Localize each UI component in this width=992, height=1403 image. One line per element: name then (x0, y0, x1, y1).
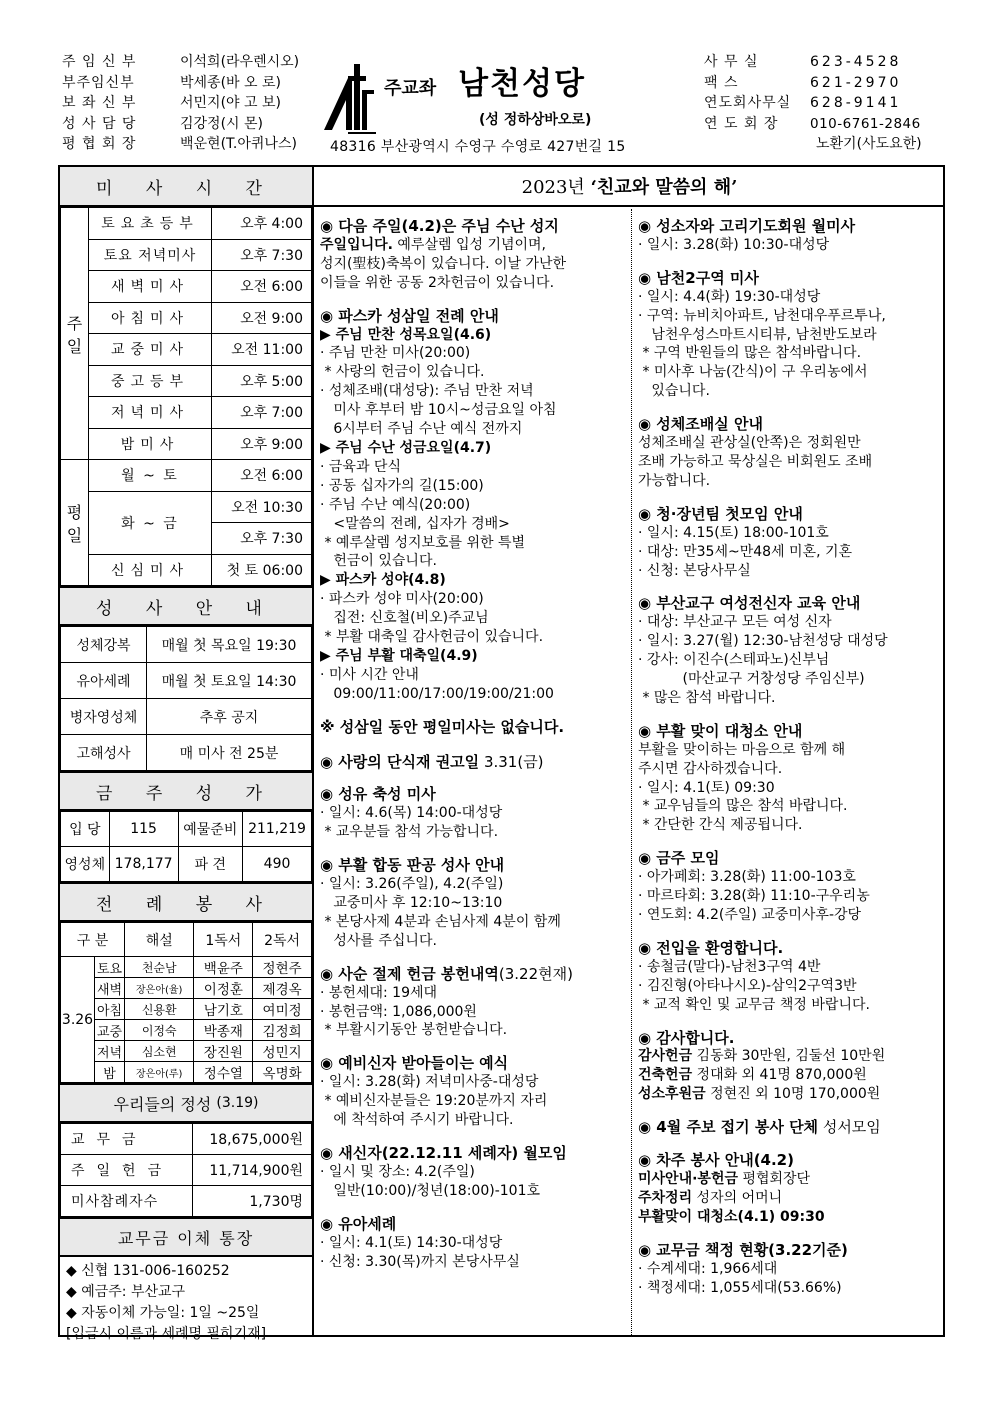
notice-title: ◉ 성소자와 고리기도회원 월미사 (638, 217, 856, 235)
offering-amount: 18,675,000원 (192, 1124, 311, 1155)
notice-line: * 미사후 나눔(간식)이 구 우리농에서 (638, 364, 868, 381)
bank-heading: 교무금 이체 통장 (60, 1217, 312, 1257)
bulletin-header (58, 50, 945, 158)
liturgy-commentator: 장은아(루) (125, 1062, 194, 1083)
sacrament-table (60, 626, 312, 771)
notice-title: ◉ 부활 맞이 대청소 안내 (638, 721, 803, 740)
notice-line: ▶ 파스카 성야(4.8) (320, 572, 446, 589)
notice-title: ◉ 남천2구역 미사 (638, 268, 759, 287)
offering-title: 우리들의 정성 (113, 1094, 212, 1114)
notice-line: ▶ 주님 만찬 성목요일(4.6) (320, 326, 492, 343)
mass-name: 화 ~ 금 (89, 491, 212, 554)
offering-amount: 11,714,900원 (192, 1155, 311, 1186)
notice-line: 성지(聖枝)축복이 있습니다. 이날 가난한 (320, 255, 567, 272)
notice-item (320, 217, 627, 293)
notice-title: ◉ 성유 축성 미사 (320, 785, 436, 804)
notice-line: · 강사: 이진수(스테파노)신부님 (638, 652, 830, 669)
liturgy-reader2: 김정희 (253, 1020, 312, 1041)
liturgy-mass: 토요 (95, 957, 125, 978)
mass-name: 토요 저녁미사 (89, 239, 212, 271)
notice-item (638, 1151, 941, 1227)
staff-role: 부주임신부 (62, 74, 135, 91)
liturgy-reader1: 박종재 (194, 1020, 253, 1041)
notice-line: 교중미사 후 12:10~13:10 (320, 895, 503, 911)
notice-item (638, 415, 941, 491)
mass-time: 오후 9:00 (212, 428, 312, 460)
notice-item (320, 307, 627, 704)
liturgy-reader2: 성민지 (253, 1041, 312, 1062)
notice-column-a (314, 209, 632, 1335)
notice-line: 감사헌금 김동화 30만원, 김둘선 10만원 (638, 1048, 886, 1065)
notice-line: · 일시: 3.26(주일), 4.2(주일) (320, 876, 504, 893)
notice-line: · 김진형(아타나시오)-삼익2구역3반 (638, 977, 857, 994)
offering-label: 미사참례자수 (61, 1186, 193, 1217)
hymn-label: 파 견 (178, 847, 242, 882)
notice-line: * 부활시기동안 봉헌받습니다. (320, 1022, 508, 1039)
clergy-list (62, 52, 322, 155)
mass-name: 저녁미사 (89, 397, 212, 429)
liturgy-header: 1독서 (194, 923, 253, 957)
church-name: 남천성당 (458, 66, 586, 102)
staff-name: 이석희(라우렌시오) (180, 54, 300, 70)
mass-time: 첫 토 06:00 (212, 554, 312, 586)
notice-item (638, 269, 941, 401)
notice-title: ◉ 새신자(22.12.11 세례자) 월모임 (320, 1143, 567, 1162)
notice-title: ◉ 부활 합동 판공 성사 안내 (320, 856, 505, 875)
liturgy-reader1: 이정훈 (194, 978, 253, 999)
offering-label: 주일헌금 (61, 1155, 193, 1186)
notice-line: · 공동 십자가의 길(15:00) (320, 477, 484, 494)
notice-line: · 일시: 4.4(화) 19:30-대성당 (638, 288, 821, 305)
notice-line: 미사안내·봉헌금 평협회장단 (638, 1170, 811, 1187)
notice-line: * 간단한 간식 제공됩니다. (638, 817, 803, 834)
notice-line: · 신청: 3.30(목)까지 본당사무실 (320, 1253, 520, 1270)
mass-time: 오전 6:00 (212, 271, 312, 303)
contact-person: 노환기(사도요한) (816, 136, 922, 153)
notice-line: * 예비신자분들은 19:20분까지 자리 (320, 1093, 548, 1110)
notice-item (638, 217, 941, 255)
mass-times-heading: 미 사 시 간 (60, 167, 312, 207)
notice-line: 남천우성스마트시티뷰, 남천반도보라 (638, 326, 877, 343)
sunday-label: 주일 (61, 208, 89, 460)
notice-line: 6시부터 주님 수난 예식 전까지 (320, 421, 523, 438)
notice-line: 성체조배실 관상실(안쪽)은 정회원만 (638, 435, 861, 452)
notice-line: 일반(10:00)/청년(18:00)-101호 (320, 1182, 540, 1199)
notice-line: 조배 가능하고 묵상실은 비회원도 조배 (638, 453, 873, 470)
liturgy-mass: 아침 (95, 999, 125, 1020)
liturgy-reader1: 백윤주 (194, 957, 253, 978)
bank-info (60, 1257, 312, 1349)
notice-item (638, 1118, 941, 1137)
notice-line: · 아가페회: 3.28(화) 11:00-103호 (638, 869, 856, 886)
bank-line: ◆ 예금주: 부산교구 (66, 1284, 186, 1300)
notice-title: ◉ 사랑의 단식재 권고일 3.31(금) (320, 752, 544, 771)
contact-label: 사 무 실 (704, 54, 759, 70)
hymn-label: 영성체 (61, 847, 110, 882)
notice-item (638, 1241, 941, 1298)
liturgy-table (60, 922, 312, 1083)
notice-line: · 일시: 3.28(화) 10:30-대성당 (638, 236, 830, 253)
church-logo-icon (318, 54, 378, 134)
contact-number: 628-9141 (810, 95, 902, 112)
notice-title: ◉ 부산교구 여성전신자 교육 안내 (638, 594, 861, 613)
notice-item (320, 1054, 627, 1130)
liturgy-commentator: 천순남 (125, 957, 194, 978)
staff-name: 박세종(바 오 로) (180, 74, 281, 91)
notice-line: ▶ 주님 부활 대축일(4.9) (320, 647, 478, 664)
sacrament-time: 매월 첫 목요일 19:30 (147, 627, 312, 663)
liturgy-commentator: 신용환 (125, 999, 194, 1020)
notice-line: 있습니다. (638, 383, 710, 400)
notice-line: 주일입니다. 예루살렘 입성 기념이며, (320, 236, 546, 253)
notice-title: ◉ 유아세례 (320, 1214, 397, 1233)
notice-column-b (632, 209, 945, 1335)
mass-name: 밤미사 (89, 428, 212, 460)
notice-item (320, 965, 627, 1041)
bank-line: [입금시 이름과 세례명 필히기재] (66, 1326, 267, 1342)
notice-line: · 주님 만찬 미사(20:00) (320, 345, 471, 362)
notice-item (320, 785, 627, 842)
notice-item (320, 753, 627, 772)
notice-line: 주차정리 성자의 어머니 (638, 1189, 783, 1206)
notice-line: * 사랑의 헌금이 있습니다. (320, 364, 485, 381)
staff-role: 보 좌 신 부 (62, 95, 137, 112)
notice-item (638, 849, 941, 925)
notice-title: ◉ 다음 주일(4.2)은 주님 수난 성지 (320, 217, 559, 235)
notice-title: ◉ 청·장년팀 첫모임 안내 (638, 504, 803, 523)
notice-line: * 교우님들의 많은 참석 바랍니다. (638, 798, 848, 815)
mass-time: 오전 9:00 (212, 302, 312, 334)
staff-name: 김강정(시 몬) (180, 115, 263, 132)
offering-amount: 1,730명 (192, 1186, 311, 1217)
staff-role: 평 협 회 장 (62, 136, 137, 153)
notice-line: 부활을 맞이하는 마음으로 함께 해 (638, 741, 846, 758)
year-theme (314, 167, 945, 207)
contact-number: 621-2970 (810, 74, 902, 91)
hymn-number: 115 (109, 812, 178, 847)
liturgy-commentator: 이정숙 (125, 1020, 194, 1041)
notice-line: · 마르타회: 3.28(화) 11:10-구우리농 (638, 888, 870, 905)
sacrament-name: 유아세례 (61, 663, 147, 699)
sacrament-name: 병자영성체 (61, 699, 147, 735)
year-theme-title: ‘친교와 말씀의 해’ (590, 177, 738, 198)
notice-item (638, 1029, 941, 1105)
notice-line: * 본당사제 4분과 손님사제 4분이 함께 (320, 913, 561, 930)
notice-item (638, 594, 941, 707)
notice-line: 미사 후부터 밤 10시~성금요일 아침 (320, 402, 557, 419)
notice-line: * 부활 대축일 감사헌금이 있습니다. (320, 629, 544, 646)
bank-line: ◆ 신협 131-006-160252 (66, 1263, 230, 1279)
notice-item (320, 1144, 627, 1201)
notice-title: ◉ 4월 주보 접기 봉사 단체 성서모임 (638, 1118, 881, 1137)
staff-name: 서민지(야 고 보) (180, 95, 281, 112)
notice-line: 가능합니다. (638, 472, 711, 489)
liturgy-reader2: 옥명화 (253, 1062, 312, 1083)
sacrament-time: 추후 공지 (147, 699, 312, 735)
mass-time: 오후 4:00 (212, 208, 312, 240)
notice-line: ▶ 주님 수난 성금요일(4.7) (320, 439, 492, 456)
mass-name: 새벽미사 (89, 271, 212, 303)
notice-title-sub: (3.22현재) (498, 964, 573, 983)
hymn-number: 490 (243, 847, 312, 882)
notice-title-sub: 성서모임 (818, 1118, 881, 1137)
mass-name: 교중미사 (89, 334, 212, 366)
notice-line: · 성체조배(대성당): 주님 만찬 저녁 (320, 383, 534, 400)
liturgy-mass: 새벽 (95, 978, 125, 999)
notice-item (320, 1215, 627, 1272)
offering-table (60, 1123, 312, 1217)
liturgy-header: 해설 (125, 923, 194, 957)
sacrament-time: 매 미사 전 25분 (147, 735, 312, 771)
contact-label: 팩 스 (704, 74, 739, 91)
staff-role: 주 임 신 부 (62, 54, 137, 70)
notice-line: · 송철금(말다)-남천3구역 4반 (638, 958, 821, 975)
contact-label: 연도회사무실 (704, 95, 792, 112)
sacrament-heading: 성 사 안 내 (60, 586, 312, 626)
notice-line: · 일시: 4.6(목) 14:00-대성당 (320, 805, 503, 822)
offering-heading (60, 1083, 312, 1123)
notice-line: 이들을 위한 공동 2차헌금이 있습니다. (320, 274, 555, 291)
patron-saint: (성 정하상바오로) (479, 112, 592, 128)
notice-line: * 많은 참석 바랍니다. (638, 689, 776, 706)
left-column (60, 167, 314, 1342)
notice-line: · 봉헌금액: 1,086,000원 (320, 1003, 477, 1020)
liturgy-reader1: 장진원 (194, 1041, 253, 1062)
hymn-label: 입 당 (61, 812, 110, 847)
notice-title: ◉ 금주 모임 (638, 849, 720, 868)
church-address: 48316 부산광역시 수영구 수영로 427번길 15 (330, 139, 626, 155)
liturgy-reader1: 정수열 (194, 1062, 253, 1083)
notice-line: 건축헌금 정대화 외 41명 870,000원 (638, 1067, 867, 1084)
notice-item (638, 939, 941, 1015)
mass-name: 월 ~ 토 (89, 460, 212, 492)
notice-line: · 파스카 성야 미사(20:00) (320, 591, 484, 608)
mass-time: 오후 7:30 (212, 239, 312, 271)
notice-line: · 미사 시간 안내 (320, 666, 419, 683)
liturgy-mass: 저녁 (95, 1041, 125, 1062)
right-column (314, 167, 945, 1335)
liturgy-heading: 전 례 봉 사 (60, 882, 312, 922)
liturgy-date: 3.26 (61, 957, 95, 1083)
mass-time: 오전 10:30 (212, 491, 312, 523)
liturgy-mass: 밤 (95, 1062, 125, 1083)
notice-line: · 금육과 단식 (320, 458, 401, 475)
notice-line: · 봉헌세대: 19세대 (320, 984, 438, 1001)
notice-line: · 대상: 만35세~만48세 미혼, 기혼 (638, 543, 853, 560)
liturgy-reader2: 여미정 (253, 999, 312, 1020)
mass-name: 신심미사 (89, 554, 212, 586)
offering-label: 교무금 (61, 1124, 193, 1155)
hymn-number: 178,177 (109, 847, 178, 882)
notice-title: ◉ 감사합니다. (638, 1028, 735, 1047)
sacrament-name: 고해성사 (61, 735, 147, 771)
mass-time: 오전 11:00 (212, 334, 312, 366)
notice-line: 헌금이 있습니다. (320, 553, 437, 570)
notice-title: ◉ 차주 봉사 안내(4.2) (638, 1151, 794, 1170)
staff-name: 백운현(T.아퀴나스) (180, 136, 297, 153)
notice-line: 에 착석하여 주시기 바랍니다. (320, 1112, 514, 1129)
notice-title-sub: 3.31(금) (479, 752, 544, 771)
hymn-heading: 금 주 성 가 (60, 771, 312, 811)
notice-line: 성소후원금 정현진 외 10명 170,000원 (638, 1086, 881, 1103)
notice-title: ◉ 교무금 책정 현황(3.22기준) (638, 1240, 848, 1259)
notice-item (638, 505, 941, 581)
notice-title: ◉ 전입을 환영합니다. (638, 938, 784, 957)
notice-line: 09:00/11:00/17:00/19:00/21:00 (320, 685, 554, 702)
bulletin-body (58, 165, 945, 1342)
liturgy-header: 2독서 (253, 923, 312, 957)
notice-line: * 구역 반원들의 많은 참석바랍니다. (638, 345, 862, 362)
notice-item (638, 722, 941, 835)
liturgy-reader1: 남기호 (194, 999, 253, 1020)
liturgy-commentator: 장은아(율) (125, 978, 194, 999)
contact-number: 010-6761-2846 (810, 115, 921, 132)
notice-line: · 일시: 3.27(월) 12:30-남천성당 대성당 (638, 633, 888, 650)
liturgy-header: 구 분 (61, 923, 125, 957)
bank-line: ◆ 자동이체 가능일: 1일 ~25일 (66, 1305, 260, 1321)
contact-number: 623-4528 (810, 54, 902, 70)
notice-line: · 일시: 3.28(화) 저녁미사중-대성당 (320, 1074, 539, 1091)
mass-time: 오후 7:00 (212, 397, 312, 429)
notice-line: · 책정세대: 1,055세대(53.66%) (638, 1279, 842, 1296)
year-label: 2023년 (521, 177, 585, 198)
notice-line: 부활맞이 대청소(4.1) 09:30 (638, 1208, 825, 1225)
liturgy-reader2: 정현주 (253, 957, 312, 978)
contact-label: 연 도 회 장 (704, 115, 779, 132)
notice-title: ◉ 사순 절제 헌금 봉헌내역(3.22현재) (320, 964, 573, 983)
hymn-table (60, 811, 312, 882)
notice-line: · 일시: 4.1(토) 09:30 (638, 779, 775, 796)
mass-time: 오후 5:00 (212, 365, 312, 397)
notice-line: (마산교구 거창성당 주임신부) (638, 671, 865, 688)
mass-name: 중고등부 (89, 365, 212, 397)
notice-title: ※ 성삼일 동안 평일미사는 없습니다. (320, 717, 565, 736)
notice-line: * 교우분들 참석 가능합니다. (320, 824, 499, 841)
notice-line: * 교적 확인 및 교무금 책정 바랍니다. (638, 996, 870, 1013)
contact-list (704, 52, 944, 155)
hymn-number: 211,219 (243, 812, 312, 847)
mass-time: 오전 6:00 (212, 460, 312, 492)
notice-line: * 예루살렘 성지보호를 위한 특별 (320, 534, 526, 551)
notice-line: · 일시: 4.1(토) 14:30-대성당 (320, 1234, 503, 1251)
mass-name: 아침미사 (89, 302, 212, 334)
notice-line: · 수계세대: 1,966세대 (638, 1260, 778, 1277)
notice-line: 성사를 주십니다. (320, 932, 437, 949)
staff-role: 성 사 담 당 (62, 115, 137, 132)
notice-item (320, 718, 627, 737)
notice-line: 주시면 감사하겠습니다. (638, 760, 783, 777)
notice-line: · 주님 수난 예식(20:00) (320, 496, 471, 513)
notice-line: 집전: 신호철(비오)주교님 (320, 610, 489, 627)
notice-line: · 신청: 본당사무실 (638, 562, 751, 579)
notice-line: · 구역: 뉴비치아파트, 남천대우푸르투나, (638, 307, 886, 324)
hymn-label: 예물준비 (178, 812, 242, 847)
mass-time: 오후 7:30 (212, 523, 312, 555)
notice-item (320, 856, 627, 951)
notice-title: ◉ 성체조배실 안내 (638, 415, 763, 434)
notice-line: · 연도회: 4.2(주일) 교중미사후-강당 (638, 907, 862, 923)
weekday-label: 평일 (61, 460, 89, 586)
mass-times-table (60, 207, 312, 586)
notice-line: · 대상: 부산교구 모든 여성 신자 (638, 614, 832, 631)
notice-line: · 일시 및 장소: 4.2(주일) (320, 1163, 475, 1180)
sacrament-time: 매월 첫 토요일 14:30 (147, 663, 312, 699)
mass-name: 토요초등부 (89, 208, 212, 240)
notice-title: ◉ 파스카 성삼일 전례 안내 (320, 306, 499, 325)
notice-line: <말씀의 전례, 십자가 경배> (320, 515, 510, 532)
liturgy-reader2: 제경옥 (253, 978, 312, 999)
liturgy-mass: 교중 (95, 1020, 125, 1041)
title-prefix: 주교좌 (384, 78, 437, 99)
church-title (384, 58, 704, 129)
offering-date: (3.19) (216, 1095, 259, 1111)
liturgy-commentator: 심소현 (125, 1041, 194, 1062)
notice-title: ◉ 예비신자 받아들이는 예식 (320, 1054, 509, 1073)
sacrament-name: 성체강복 (61, 627, 147, 663)
notice-line: · 일시: 4.15(토) 18:00-101호 (638, 524, 829, 541)
